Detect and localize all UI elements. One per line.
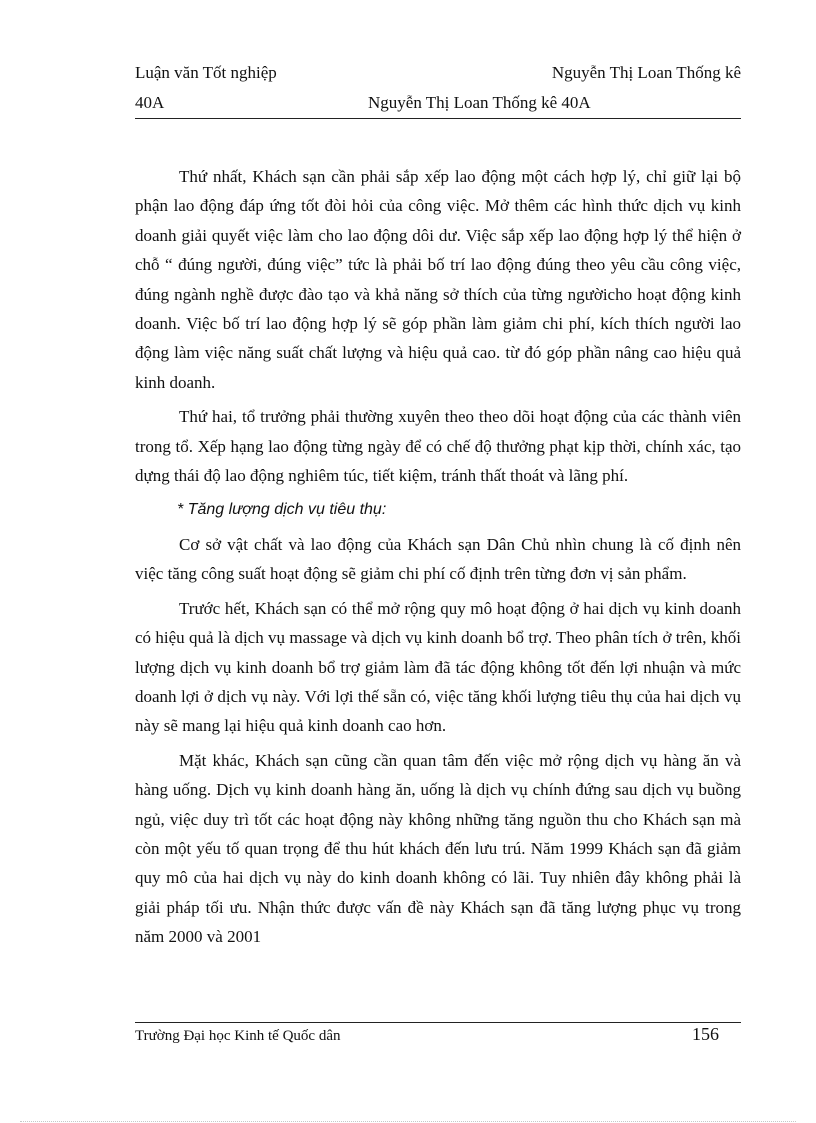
paragraph: Thứ hai, tổ trưởng phải thường xuyên theo theo dõi hoạt động của các thành viên trong tổ. Xếp hạng lao động từng ngày để có chế độ thưởng phạt kịp thời, chính xác, tạo dựng thái độ lao động nghiêm túc, tiết kiệm, tránh thất thoát và lãng phí. — [135, 407, 741, 486]
header-thesis-title: Luận văn Tốt nghiệp — [135, 63, 277, 82]
header-author-class: Nguyễn Thị Loan Thống kê 40A — [368, 93, 591, 112]
paragraph: Mặt khác, Khách sạn cũng cần quan tâm đến việc mở rộng dịch vụ hàng ăn và hàng uống. Dịch vụ kinh doanh hàng ăn, uống là dịch vụ chính đứng sau dịch vụ buồng ngủ, việc duy trì tốt các hoạt động này không những tăng nguồn thu cho Khách sạn mà còn một yếu tố quan trọng để thu hút khách đến lưu trú. Năm 1999 Khách sạn đã giảm quy mô của hai dịch vụ này do kinh doanh không có lãi. Tuy nhiên đây không phải là giải pháp tối ưu. Nhận thức được vấn đề này Khách sạn đã tăng lượng phục vụ trong năm 2000 và 2001 — [135, 750, 741, 947]
page-number: 156 — [692, 1024, 719, 1044]
page-bottom-border — [20, 1121, 796, 1122]
paragraph: Trước hết, Khách sạn có thể mở rộng quy mô hoạt động ở hai dịch vụ kinh doanh có hiệu quả là dịch vụ massage và dịch vụ kinh doanh bổ trợ. Theo phân tích ở trên, khối lượng dịch vụ kinh doanh bổ trợ giảm làm đã tác động không tốt đến lợi nhuận và mức doanh lợi ở dịch vụ này. Với lợi thế sẵn có, việc tăng khối lượng tiêu thụ của hai dịch vụ này sẽ mang lại hiệu quả kinh doanh cao hơn. — [135, 598, 741, 736]
header-class-code: 40A — [135, 93, 165, 112]
footer-divider — [135, 1022, 741, 1023]
paragraph: Cơ sở vật chất và lao động của Khách sạn Dân Chủ nhìn chung là cố định nên việc tăng công suất hoạt động sẽ giảm chi phí cố định trên từng đơn vị sản phẩm. — [135, 534, 741, 584]
header-line-1 — [135, 58, 741, 88]
section-heading: * Tăng lượng dịch vụ tiêu thụ: — [177, 501, 387, 519]
page-header — [135, 58, 741, 118]
header-author: Nguyễn Thị Loan Thống kê — [551, 63, 741, 82]
paragraph: Thứ nhất, Khách sạn cần phải sắp xếp lao động một cách hợp lý, chỉ giữ lại bộ phận lao động đáp ứng tốt đòi hỏi của công việc. Mở thêm các hình thức dịch vụ kinh doanh giải quyết việc làm cho lao động dôi dư. Việc sắp xếp lao động hợp lý thể hiện ở chỗ “ đúng người, đúng việc” tức là phải bố trí lao động đúng theo yêu cầu công việc, đúng ngành nghề được đào tạo và khả năng sở thích của từng ngườicho hoạt động kinh doanh. Việc bố trí lao động hợp lý sẽ góp phần làm giảm chi phí, kích thích người lao động làm việc năng suất chất lượng và hiệu quả cao. từ đó góp phần nâng cao hiệu quả kinh doanh. — [135, 167, 741, 392]
footer-school-name: Trường Đại học Kinh tế Quốc dân — [135, 1028, 341, 1044]
header-line-2 — [135, 88, 741, 118]
header-divider — [135, 118, 741, 119]
document-body — [135, 162, 741, 957]
